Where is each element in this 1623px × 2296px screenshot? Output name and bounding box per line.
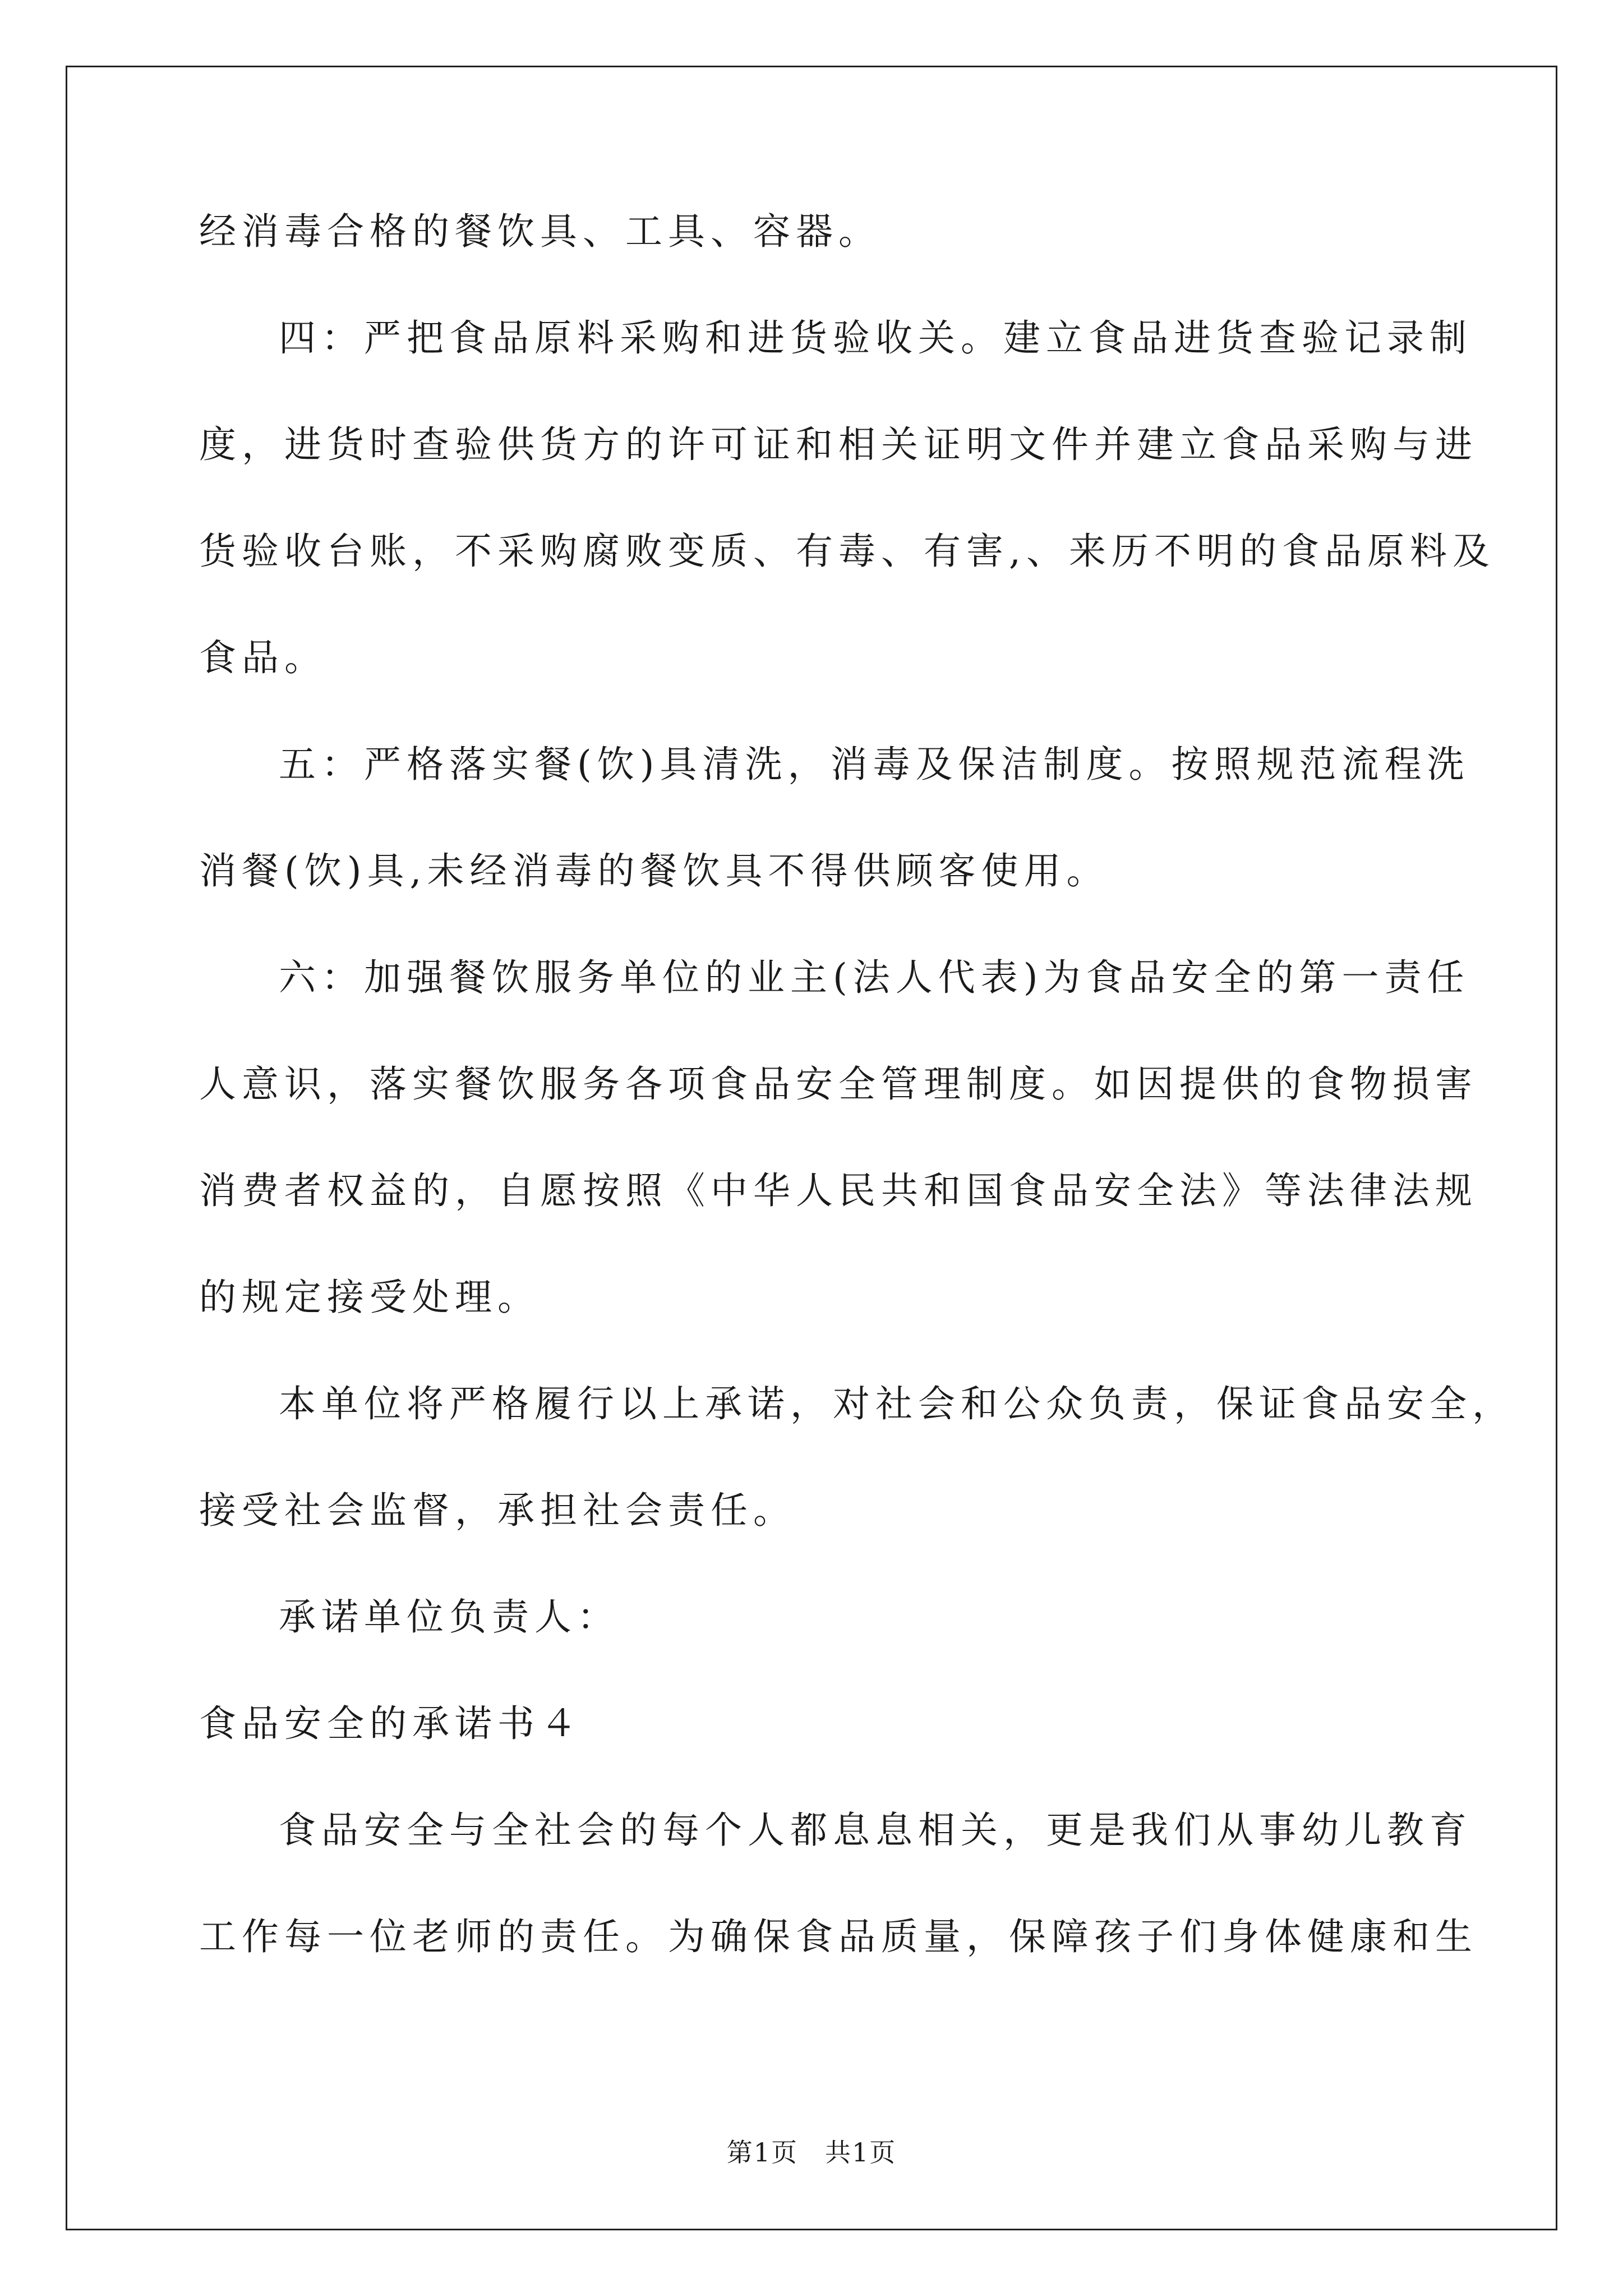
- paragraph-line: 本单位将严格履行以上承诺，对社会和公众负责，保证食品安全，: [279, 1382, 1515, 1425]
- paragraph-line: 消餐(饮)具,未经消毒的餐饮具不得供顾客使用。: [199, 849, 1109, 892]
- paragraph-line: 五：严格落实餐(饮)具清洗，消毒及保洁制度。按照规范流程洗: [279, 743, 1470, 786]
- paragraph-line: 六：加强餐饮服务单位的业主(法人代表)为食品安全的第一责任: [279, 956, 1470, 999]
- section-heading: 食品安全的承诺书４: [199, 1702, 583, 1745]
- paragraph-line: 食品安全与全社会的每个人都息息相关，更是我们从事幼儿教育: [279, 1809, 1472, 1852]
- signature-label: 承诺单位负责人：: [279, 1595, 620, 1639]
- paragraph-line: 经消毒合格的餐饮具、工具、容器。: [199, 210, 881, 253]
- paragraph-line: 的规定接受处理。: [199, 1276, 540, 1319]
- paragraph-line: 度，进货时查验供货方的许可证和相关证明文件并建立食品采购与进: [199, 423, 1478, 466]
- paragraph-line: 四：严把食品原料采购和进货验收关。建立食品进货查验记录制: [279, 316, 1472, 360]
- paragraph-line: 消费者权益的，自愿按照《中华人民共和国食品安全法》等法律法规: [199, 1169, 1478, 1212]
- paragraph-line: 工作每一位老师的责任。为确保食品质量，保障孩子们身体健康和生: [199, 1915, 1478, 1958]
- paragraph-line: 食品。: [199, 636, 327, 679]
- document-body: [199, 210, 1515, 2025]
- paragraph-line: 人意识，落实餐饮服务各项食品安全管理制度。如因提供的食物损害: [199, 1062, 1478, 1106]
- paragraph-line: 接受社会监督，承担社会责任。: [199, 1489, 796, 1532]
- paragraph-line: 货验收台账，不采购腐败变质、有毒、有害,、来历不明的食品原料及: [199, 530, 1495, 573]
- page-number-footer: 第1页 共1页: [726, 2137, 897, 2168]
